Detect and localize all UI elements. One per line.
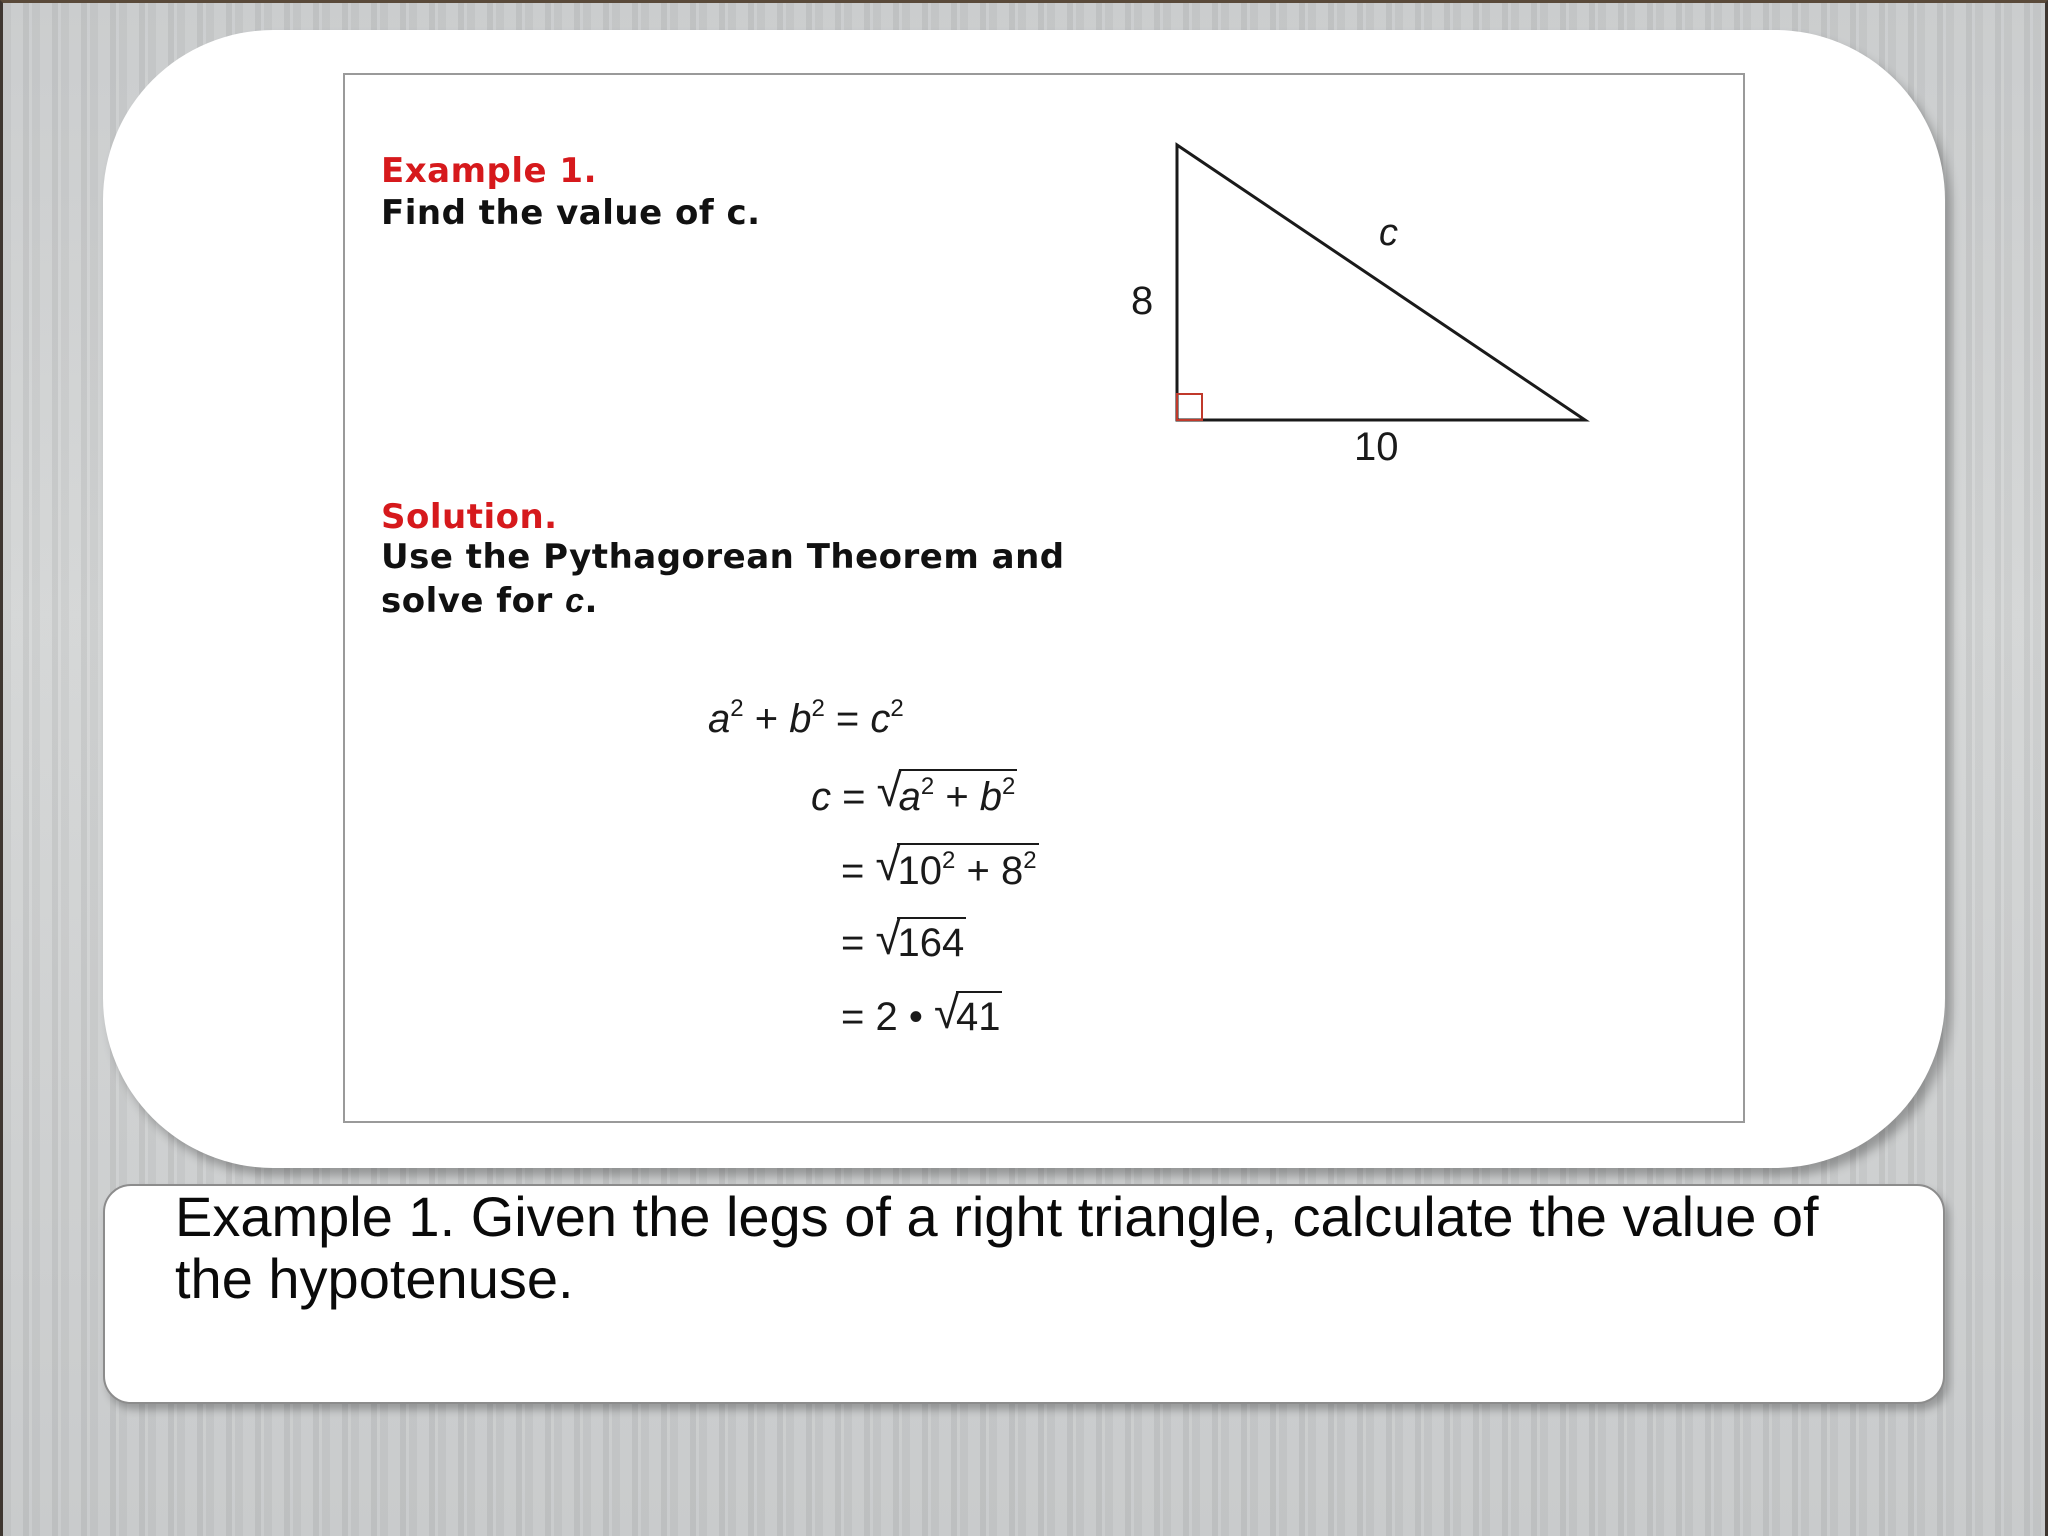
multiply-dot: •	[897, 995, 934, 1039]
equals-sign: =	[841, 849, 876, 893]
solution-var-c: c	[565, 582, 585, 620]
equation-line-1	[708, 695, 904, 742]
right-triangle-figure	[1080, 130, 1600, 470]
equation-line-2	[811, 764, 1017, 820]
plus-sign: +	[955, 849, 1001, 893]
solution-line-2-prefix: solve for	[381, 581, 566, 621]
plus-sign: +	[934, 775, 980, 819]
var-b: b	[789, 697, 812, 741]
square-root	[933, 986, 1003, 1040]
number: 10	[897, 849, 942, 893]
equals-sign: =	[831, 775, 877, 819]
equals-sign: =	[841, 995, 876, 1039]
radicand: 164	[897, 917, 966, 966]
hypotenuse-label: c	[1379, 212, 1398, 254]
equals-sign: =	[824, 697, 871, 741]
square-root	[876, 764, 1018, 820]
square-root	[875, 912, 966, 966]
exponent: 2	[1002, 773, 1016, 800]
solution-line-1: Use the Pythagorean Theorem and	[381, 537, 1065, 577]
radical-sign-icon: √	[933, 986, 960, 1038]
exponent: 2	[811, 695, 825, 722]
equation-line-5	[841, 986, 1002, 1040]
example-heading: Example 1.	[381, 151, 597, 191]
exponent: 2	[730, 695, 744, 722]
radicand	[897, 843, 1038, 894]
exponent: 2	[890, 695, 904, 722]
leg-vertical-label: 8	[1131, 279, 1154, 323]
var-a: a	[898, 775, 921, 819]
triangle-shape	[1177, 145, 1585, 420]
var-c: c	[870, 697, 891, 741]
leg-horizontal-label: 10	[1354, 425, 1399, 469]
radicand	[899, 769, 1018, 820]
radical-sign-icon: √	[876, 764, 902, 816]
problem-prompt: Find the value of c.	[381, 193, 761, 233]
radical-sign-icon: √	[875, 838, 901, 890]
equals-sign: =	[841, 921, 876, 965]
solution-line-2-suffix: .	[584, 581, 598, 621]
equation-line-3	[841, 838, 1039, 894]
caption-box	[103, 1184, 1945, 1404]
number: 8	[1000, 849, 1024, 893]
var-c: c	[811, 775, 831, 819]
right-angle-marker-icon	[1177, 394, 1202, 420]
exponent: 2	[1023, 847, 1037, 874]
exponent: 2	[941, 847, 956, 874]
equation-line-4	[841, 912, 966, 966]
solution-line-2	[381, 579, 598, 623]
var-b: b	[979, 775, 1003, 819]
radical-sign-icon: √	[875, 912, 901, 964]
solution-heading: Solution.	[381, 497, 558, 537]
exponent: 2	[920, 773, 935, 800]
radicand: 41	[956, 991, 1003, 1040]
coefficient: 2	[875, 995, 898, 1039]
square-root	[875, 838, 1038, 894]
var-a: a	[708, 697, 731, 741]
plus-sign: +	[743, 697, 790, 741]
caption-text: Example 1. Given the legs of a right triangle, calculate the value of the hypotenuse.	[175, 1185, 1819, 1310]
